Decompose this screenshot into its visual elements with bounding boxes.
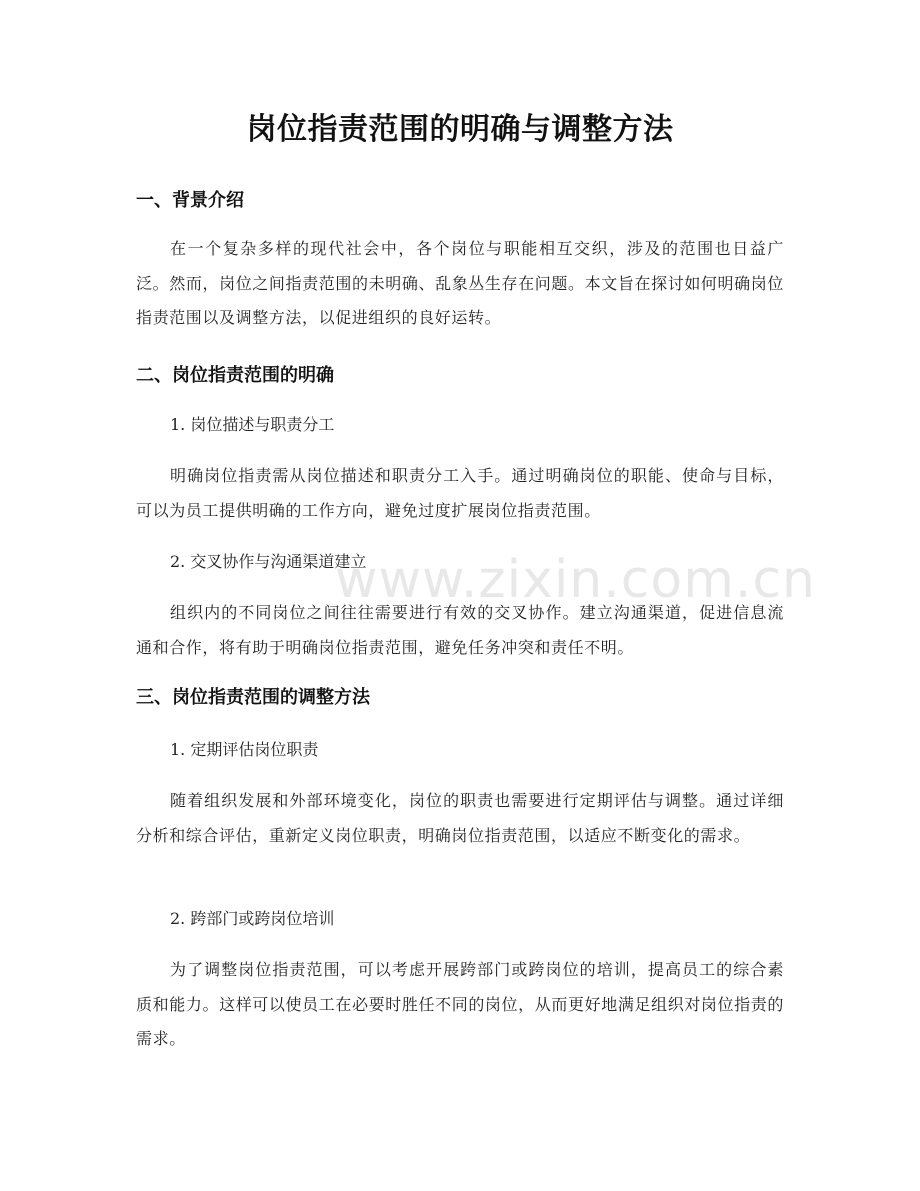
subheading-periodic-review: 1. 定期评估岗位职责: [170, 740, 319, 759]
subheading-cross-collaboration: 2. 交叉协作与沟通渠道建立: [170, 552, 367, 571]
document-title: 岗位指责范围的明确与调整方法: [246, 112, 674, 147]
section-heading-background: 一、背景介绍: [136, 190, 244, 211]
subheading-job-description: 1. 岗位描述与职责分工: [170, 415, 335, 434]
paragraph-background: 在一个复杂多样的现代社会中，各个岗位与职能相互交织，涉及的范围也日益广泛。然而，岗位之间指责范围的未明确、乱象丛生存在问题。本文旨在探讨如何明确岗位指责范围以及调整方法，以促进组织的良好运转。: [136, 239, 784, 327]
section-heading-clarify: 二、岗位指责范围的明确: [136, 365, 334, 386]
subheading-cross-training: 2. 跨部门或跨岗位培训: [170, 909, 335, 928]
paragraph-cross-collaboration: 组织内的不同岗位之间往往需要进行有效的交叉协作。建立沟通渠道，促进信息流通和合作，将有助于明确岗位指责范围，避免任务冲突和责任不明。: [136, 603, 784, 657]
watermark-text: www.zixin.com.cn: [335, 550, 816, 610]
paragraph-periodic-review: 随着组织发展和外部环境变化，岗位的职责也需要进行定期评估与调整。通过详细分析和综合评估，重新定义岗位职责，明确岗位指责范围，以适应不断变化的需求。: [136, 791, 784, 845]
paragraph-job-description: 明确岗位指责需从岗位描述和职责分工入手。通过明确岗位的职能、使命与目标，可以为员工提供明确的工作方向，避免过度扩展岗位指责范围。: [136, 466, 784, 520]
paragraph-cross-training: 为了调整岗位指责范围，可以考虑开展跨部门或跨岗位的培训，提高员工的综合素质和能力。这样可以使员工在必要时胜任不同的岗位，从而更好地满足组织对岗位指责的需求。: [136, 960, 784, 1048]
section-heading-adjust: 三、岗位指责范围的调整方法: [136, 687, 370, 708]
